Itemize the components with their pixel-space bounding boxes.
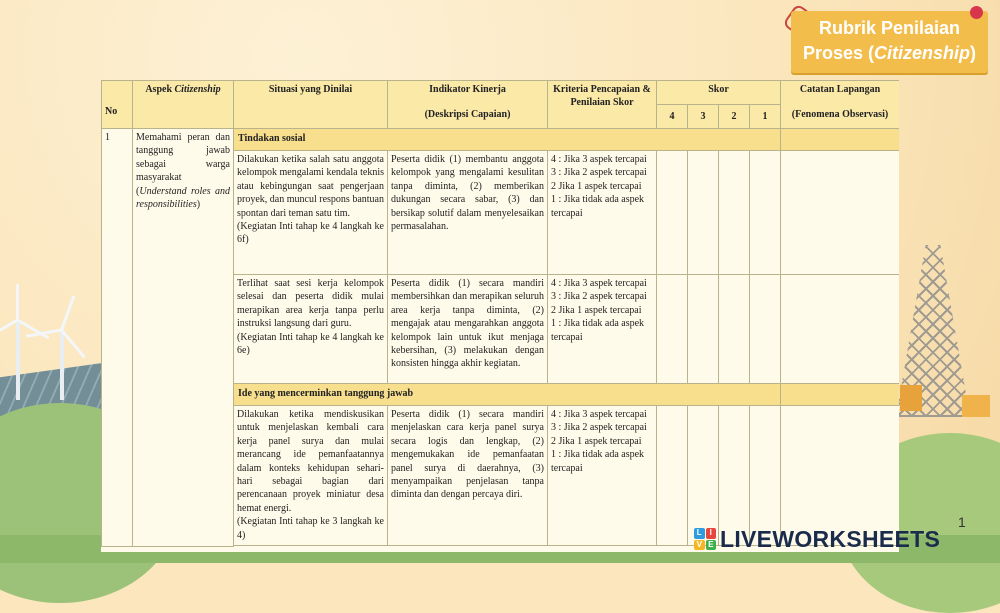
page-number: 1 bbox=[958, 514, 966, 530]
header-situasi: Situasi yang Dinilai bbox=[234, 81, 388, 129]
header-skor-2: 2 bbox=[719, 105, 750, 129]
catatan-cell[interactable] bbox=[781, 275, 900, 384]
situasi-cell: Dilakukan ketika mendiskusikan untuk menjelaskan kembali cara kerja panel surya dan mulai merancang ide pemanfaatannya dalam konteks kehidupan sehari-hari sebagai bagian dari perencanaan proyek miniatur desa hemat energi. (Kegiatan Inti tahap ke 3 langkah ke 4) bbox=[234, 406, 388, 546]
situasi-cell: Dilakukan ketika salah satu anggota kelompok mengalami kendala teknis atau kebingungan saat pengerjaan proyek, dan muncul respons bantuan spontan dari teman satu tim. (Kegiatan Inti tahap ke 4 langkah ke 6f) bbox=[234, 151, 388, 275]
rubric-table bbox=[101, 80, 899, 547]
wind-turbine-icon bbox=[60, 330, 64, 400]
liveworksheets-logo-icon: L I V E bbox=[694, 528, 716, 550]
header-kriteria: Kriteria Pencapaian & Penilaian Skor bbox=[548, 81, 657, 129]
score-3-cell[interactable] bbox=[688, 151, 719, 275]
header-aspek: Aspek Citizenship bbox=[133, 81, 234, 129]
kriteria-cell: 4 : Jika 3 aspek tercapai 3 : Jika 2 aspek tercapai 2 Jika 1 aspek tercapai 1 : Jika tidak ada aspek tercapai bbox=[548, 151, 657, 275]
title-badge bbox=[791, 11, 988, 73]
aspek-cell: Memahami peran dan tanggung jawab sebagai warga masyarakat (Understand roles and responsibilities) bbox=[133, 129, 234, 547]
section-title: Tindakan sosial bbox=[234, 129, 781, 151]
header-skor: Skor bbox=[657, 81, 781, 105]
score-2-cell[interactable] bbox=[719, 275, 750, 384]
house-illustration bbox=[962, 395, 990, 417]
rubric-sheet[interactable] bbox=[101, 80, 899, 552]
indikator-cell: Peserta didik (1) secara mandiri menjelaskan cara kerja panel surya secara logis dan lengkap, (2) mengemukakan ide pemanfaatan panel surya di daerahnya, (3) menyampaikan penjelasan tanpa diminta dan dengan percaya diri. bbox=[388, 406, 548, 546]
brand-text: LIVEWORKSHEETS bbox=[720, 525, 941, 552]
score-2-cell[interactable] bbox=[719, 406, 750, 546]
row-number: 1 bbox=[102, 129, 133, 547]
indikator-cell: Peserta didik (1) secara mandiri membersihkan dan merapikan seluruh area kerja tanpa diminta, (2) mengajak atau mengarahkan anggota kelompok lain untuk ikut menjaga kebersihan, (3) melakukan dengan konsisten hingga akhir kegiatan. bbox=[388, 275, 548, 384]
score-1-cell[interactable] bbox=[750, 406, 781, 546]
catatan-cell[interactable] bbox=[781, 151, 900, 275]
kriteria-cell: 4 : Jika 3 aspek tercapai 3 : Jika 2 aspek tercapai 2 Jika 1 aspek tercapai 1 : Jika tidak ada aspek tercapai bbox=[548, 275, 657, 384]
situasi-cell: Terlihat saat sesi kerja kelompok selesai dan peserta didik mulai merapikan area kerja tanpa perlu instruksi langsung dari guru. (Kegiatan Inti tahap ke 4 langkah ke 6e) bbox=[234, 275, 388, 384]
liveworksheets-brand[interactable] bbox=[694, 526, 940, 552]
wind-turbine-icon bbox=[16, 320, 20, 400]
kriteria-cell: 4 : Jika 3 aspek tercapai 3 : Jika 2 aspek tercapai 2 Jika 1 aspek tercapai 1 : Jika tidak ada aspek tercapai bbox=[548, 406, 657, 546]
section-row bbox=[102, 129, 900, 151]
score-1-cell[interactable] bbox=[750, 275, 781, 384]
section-fill bbox=[781, 129, 900, 151]
score-3-cell[interactable] bbox=[688, 275, 719, 384]
title-line-2: Proses (Citizenship) bbox=[802, 43, 977, 63]
pushpin-icon bbox=[970, 6, 983, 19]
header-no: No bbox=[102, 81, 133, 129]
score-4-cell[interactable] bbox=[657, 406, 688, 546]
header-skor-1: 1 bbox=[750, 105, 781, 129]
title-line-1: Rubrik Penilaian bbox=[818, 18, 961, 38]
catatan-cell[interactable] bbox=[781, 406, 900, 546]
score-4-cell[interactable] bbox=[657, 151, 688, 275]
score-3-cell[interactable] bbox=[688, 406, 719, 546]
score-2-cell[interactable] bbox=[719, 151, 750, 275]
score-4-cell[interactable] bbox=[657, 275, 688, 384]
header-skor-4: 4 bbox=[657, 105, 688, 129]
section-title: Ide yang mencerminkan tanggung jawab bbox=[234, 384, 781, 406]
score-1-cell[interactable] bbox=[750, 151, 781, 275]
header-indikator: Indikator Kinerja (Deskripsi Capaian) bbox=[388, 81, 548, 129]
header-skor-3: 3 bbox=[688, 105, 719, 129]
indikator-cell: Peserta didik (1) membantu anggota kelompok yang mengalami kesulitan tanpa diminta, (2) memberikan dukungan secara sabar, (3) dan bersikap solutif dalam menyelesaikan permasalahan. bbox=[388, 151, 548, 275]
header-catatan: Catatan Lapangan (Fenomena Observasi) bbox=[781, 81, 900, 129]
section-fill bbox=[781, 384, 900, 406]
house-illustration bbox=[900, 385, 922, 411]
